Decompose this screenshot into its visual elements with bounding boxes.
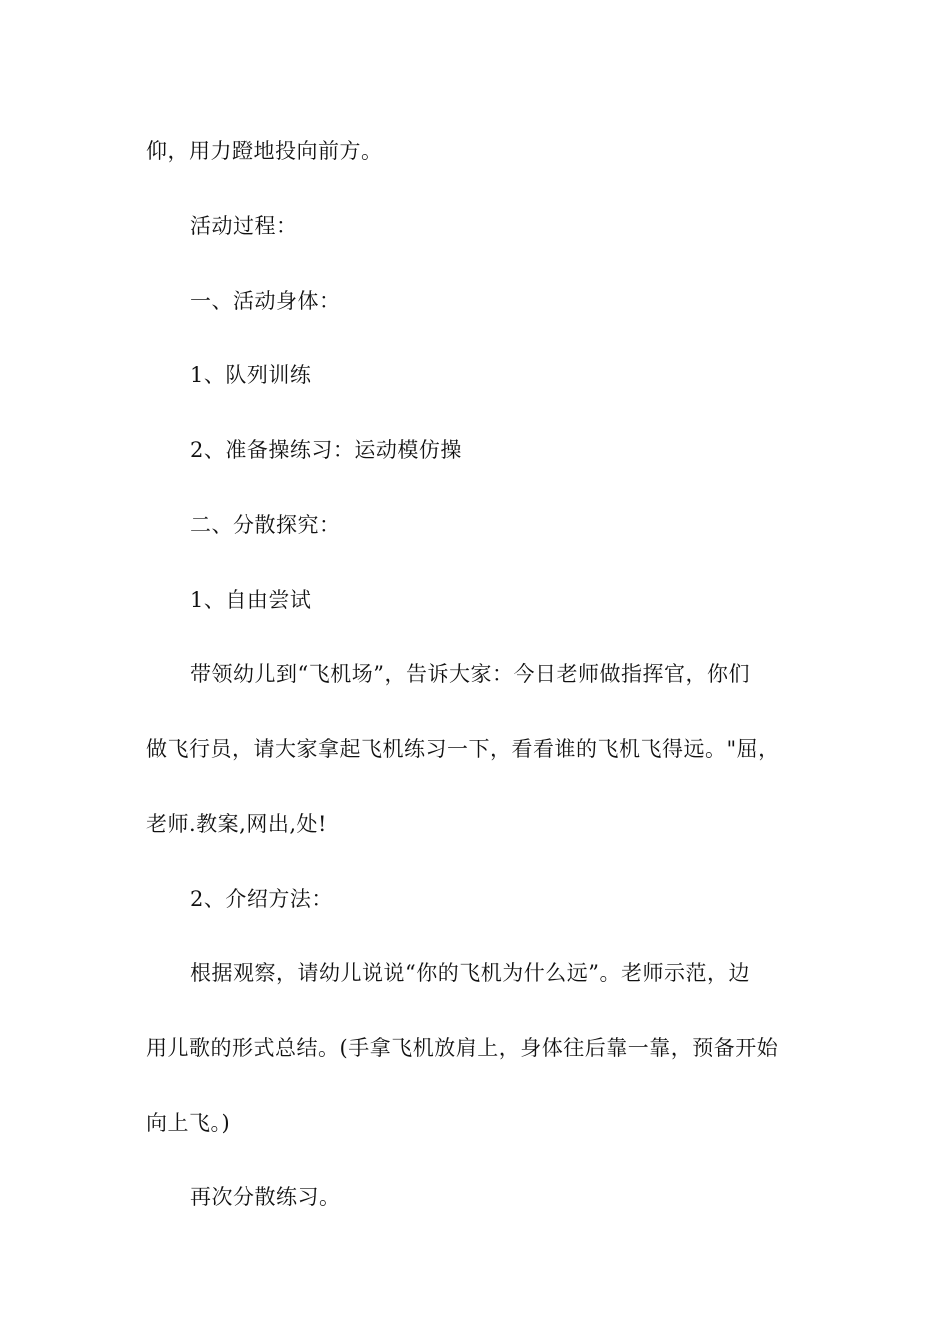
section-heading: 一、活动身体： — [190, 289, 341, 313]
paragraph-line: 再次分散练习。 — [190, 1185, 341, 1209]
section-heading: 活动过程： — [190, 214, 298, 238]
paragraph-line: 老师.教案,网出,处! — [146, 812, 327, 836]
paragraph-line: 带领幼儿到“飞机场”，告诉大家：今日老师做指挥官，你们 — [190, 662, 750, 686]
list-item: 1、自由尝试 — [190, 588, 312, 612]
list-item: 2、介绍方法： — [190, 887, 333, 911]
paragraph-line: 向上飞。) — [146, 1111, 231, 1135]
paragraph-line: 根据观察，请幼儿说说“你的飞机为什么远”。老师示范，边 — [190, 961, 750, 985]
paragraph-line: 仰，用力蹬地投向前方。 — [146, 139, 383, 163]
paragraph-line: 做飞行员，请大家拿起飞机练习一下，看看谁的飞机飞得远。"屈， — [146, 737, 780, 761]
section-heading: 二、分散探究： — [190, 513, 341, 537]
list-item: 1、队列训练 — [190, 363, 312, 387]
list-item: 2、准备操练习：运动模仿操 — [190, 438, 462, 462]
paragraph-line: 用儿歌的形式总结。(手拿飞机放肩上，身体往后靠一靠，预备开始 — [146, 1036, 779, 1060]
